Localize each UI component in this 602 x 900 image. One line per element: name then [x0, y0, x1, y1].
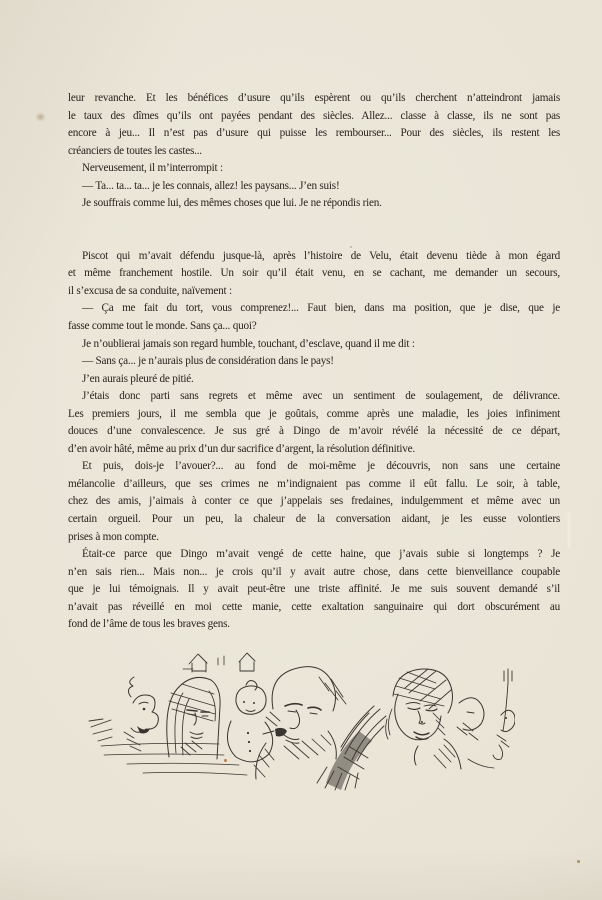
kerchief-woman-sketch [167, 677, 220, 759]
text-line: que je lui témoignais. Il y avait peut-être une triste affinité. Je me suis souvent demandé s’il [68, 583, 560, 596]
text-line: Nerveusement, il m’interrompit : [82, 162, 223, 175]
text-line: Était-ce parce que Dingo m’avait vengé de cette haine, que j’avais subie si longtemps ? Je [82, 548, 560, 561]
text-line: et même franchement hostile. Un soir qu’il était venu, en se cachant, me demander un secours, [68, 267, 560, 280]
foxing-spot [577, 860, 580, 863]
houses-sketch [183, 653, 255, 672]
text-line: Je n’oublierai jamais son regard humble, touchant, d’esclave, quand il me dit : [82, 337, 415, 350]
text-line: J’étais donc parti sans regrets et même avec un sentiment de soulagement, de délivrance. [82, 390, 560, 403]
text-line: J’en aurais pleuré de pitié. [82, 372, 194, 385]
grotesque-face-sketch [124, 677, 158, 751]
paper-crease [568, 512, 570, 548]
text-line: douces d’une convalescence. Je sus gré à Dingo de m’avoir révélé la nécessité de ce départ, [68, 425, 560, 438]
left-sticks-sketch [89, 719, 112, 741]
background-face-sketch [457, 698, 494, 768]
text-line: — Ça me fait du tort, vous comprenez!... Faut bien, dans ma position, que je dise, que je [82, 302, 560, 315]
text-line: le taux des dîmes qu’ils ont payées pendant des siècles. Allez... classe à classe, ils ne sont pas [68, 109, 560, 122]
text-line: créanciers de toutes les castes... [68, 144, 202, 157]
text-line: leur revanche. Et les bénéfices d’usure qu’ils espèrent ou qu’ils cherchent n’atteindront jamais [68, 92, 560, 104]
text-line: — Sans ça... je n’aurais plus de considération dans le pays! [82, 355, 334, 368]
text-block [68, 90, 560, 634]
text-line: Piscot qui m’avait défendu jusque-là, après l’histoire de Velu, était devenu tiède à mon égard [82, 249, 560, 262]
foxing-spot [224, 759, 227, 762]
foxing-spot [350, 246, 352, 248]
text-line: prises à mon compte. [68, 530, 159, 543]
text-line: n’avait pas réveillé en moi cette manie, cette exaltation sanguinaire qui dort obscurément au [68, 600, 560, 613]
text-line: Et puis, dois-je l’avouer?... au fond de moi-même je découvris, non sans une certaine [82, 460, 560, 473]
text-line: d’en avoir hâté, même au prix d’un dur sacrifice d’argent, la résolution définitive. [68, 442, 415, 455]
etching-illustration [87, 649, 515, 791]
text-line: fond de l’âme de tous les braves gens. [68, 618, 230, 631]
text-line: chez des amis, j’aimais à conter ce que j’appelais ses fredaines, indulgemment et même avec un [68, 495, 560, 508]
text-line: Les premiers jours, il me sembla que je goûtais, comme après une maladie, les joies infiniment [68, 407, 560, 420]
text-line: il s’excusa de sa conduite, naïvement : [68, 284, 232, 297]
text-section [68, 90, 560, 213]
bonnet-woman-sketch [386, 669, 461, 769]
text-line: — Ta... ta... ta... je les connais, allez! les paysans... J’en suis! [82, 179, 340, 192]
bald-man-sketch [254, 667, 346, 779]
text-section [68, 248, 560, 634]
text-line: encore à jeu... Il n’est pas d’usure qui puisse les rembourser... Pour des siècles, ils restent les [68, 127, 560, 140]
text-line: mélancolie d’ailleurs, que ses crimes ne m’indignaient pas comme il eût fallu. Le soir, à table, [68, 477, 560, 490]
text-line: Je souffrais comme lui, des mêmes choses que lui. Je ne répondis rien. [82, 197, 382, 210]
text-line: certain orgueil. Pour un peu, la chaleur de la conversation aidant, je les eusse volontiers [68, 513, 560, 526]
text-line: fasse comme tout le monde. Sans ça... quoi? [68, 320, 257, 333]
dark-hair-mass-sketch [317, 706, 386, 790]
text-line: n’en sais rien... Mais non... je crois qu’il y avait autre chose, dans cette bienveillance coupable [68, 565, 560, 578]
foxing-spot [37, 114, 44, 120]
pitchfork-profile-sketch [493, 669, 515, 760]
